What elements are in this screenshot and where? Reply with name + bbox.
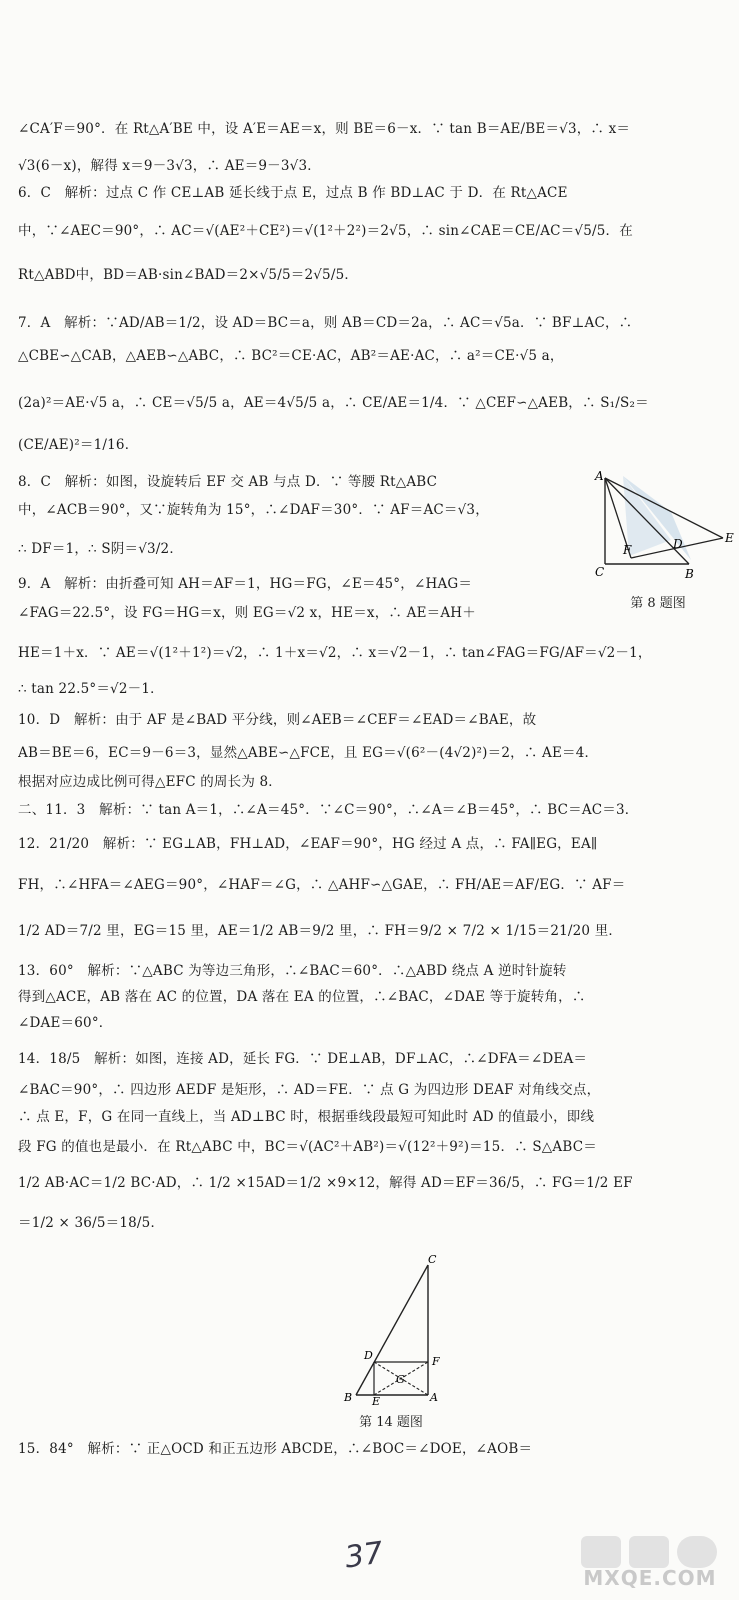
text-line: 1/2 AB·AC＝1/2 BC·AD，∴ 1/2 ×15AD＝1/2 ×9×12，解得 AD＝EF＝36/5，∴ FG＝1/2 EF: [18, 1175, 633, 1191]
text-line: 段 FG 的值也是最小．在 Rt△ABC 中，BC＝√(AC²＋AB²)＝√(12²＋9²)＝15．∴ S△ABC＝: [18, 1139, 597, 1155]
text-line: ∠BAC＝90°，∴ 四边形 AEDF 是矩形，∴ AD＝FE．∵ 点 G 为四边形 DEAF 对角线交点，: [18, 1082, 601, 1098]
text-line: 7．A 解析：∵AD/AB＝1/2，设 AD＝BC＝a，则 AB＝CD＝2a，∴ AC＝√5a．∵ BF⊥AC，∴: [18, 315, 633, 331]
label-a: A: [430, 1391, 438, 1404]
text-line: 14．18/5 解析：如图，连接 AD，延长 FG．∵ DE⊥AB，DF⊥AC，∴∠DFA＝∠DEA＝: [18, 1051, 588, 1067]
text-line: ∠DAE＝60°．: [18, 1015, 113, 1031]
text-line: ∴ tan 22.5°＝√2－1．: [18, 681, 164, 697]
text-line: HE＝1＋x．∵ AE＝√(1²＋1²)＝√2，∴ 1＋x＝√2，∴ x＝√2－1，∴ tan∠FAG＝FG/AF＝√2－1，: [18, 645, 652, 661]
label-f: F: [623, 543, 632, 557]
text-line: 10．D 解析：由于 AF 是∠BAD 平分线，则∠AEB＝∠CEF＝∠EAD＝∠BAE，故: [18, 712, 537, 728]
text-line: 根据对应边成比例可得△EFC 的周长为 8．: [18, 774, 283, 790]
figure-14-diagram: [340, 1255, 450, 1405]
text-line: 中，∠ACB＝90°，又∵旋转角为 15°，∴∠DAF＝30°．∵ AF＝AC＝√3，: [18, 502, 489, 518]
label-e: E: [725, 531, 734, 545]
text-line: ∠FAG＝22.5°，设 FG＝HG＝x，则 EG＝√2 x，HE＝x，∴ AE＝AH＋: [18, 605, 476, 621]
label-c: C: [595, 565, 605, 579]
watermark-text: MXQE.COM: [583, 1566, 717, 1590]
text-line: (2a)²＝AE·√5 a，∴ CE＝√5/5 a，AE＝4√5/5 a，∴ CE/AE＝1/4．∵ △CEF∽△AEB，∴ S₁/S₂＝: [18, 395, 649, 411]
label-b: B: [344, 1391, 353, 1404]
text-line: 中，∵∠AEC＝90°，∴ AC＝√(AE²＋CE²)＝√(1²＋2²)＝2√5，∴ sin∠CAE＝CE/AC＝√5/5．在: [18, 223, 633, 239]
text-line: △CBE∽△CAB，△AEB∽△ABC，∴ BC²＝CE·AC，AB²＝AE·AC，∴ a²＝CE·√5 a，: [18, 348, 564, 364]
text-line: ∠CA′F＝90°．在 Rt△A′BE 中，设 A′E＝AE＝x，则 BE＝6－x．∵ tan B＝AE/BE＝√3，∴ x＝: [18, 121, 631, 137]
text-line: (CE/AE)²＝1/16．: [18, 437, 139, 453]
text-line: 得到△ACE，AB 落在 AC 的位置，DA 落在 EA 的位置，∴∠BAC，∠DAE 等于旋转角，∴: [18, 989, 586, 1005]
figure-14-caption: 第 14 题图: [359, 1415, 423, 1430]
figure-8-diagram: [585, 468, 735, 586]
page-number: 37: [342, 1535, 386, 1576]
figure-8-caption: 第 8 题图: [630, 596, 686, 611]
text-line: AB＝BE＝6，EC＝9－6＝3，显然△ABE∽△FCE，且 EG＝√(6²－(4√2)²)＝2，∴ AE＝4．: [18, 745, 599, 761]
text-line: 1/2 AD＝7/2 里，EG＝15 里，AE＝1/2 AB＝9/2 里，∴ FH＝9/2 × 7/2 × 1/15＝21/20 里．: [18, 923, 623, 939]
text-line: 二、11．3 解析：∵ tan A＝1，∴∠A＝45°．∵∠C＝90°，∴∠A＝∠B＝45°，∴ BC＝AC＝3．: [18, 802, 639, 818]
label-a: A: [595, 469, 604, 483]
text-line: 6．C 解析：过点 C 作 CE⊥AB 延长线于点 E，过点 B 作 BD⊥AC 于 D．在 Rt△ACE: [18, 185, 568, 201]
text-line: 12．21/20 解析：∵ EG⊥AB，FH⊥AD，∠EAF＝90°，HG 经过 A 点，∴ FA∥EG，EA∥: [18, 836, 598, 852]
text-line: ＝1/2 × 36/5＝18/5．: [18, 1215, 165, 1231]
text-line: FH，∴∠HFA＝∠AEG＝90°，∠HAF＝∠G，∴ △AHF∽△GAE，∴ FH/AE＝AF/EG．∵ AF＝: [18, 877, 626, 893]
text-line: ∴ 点 E，F，G 在同一直线上，当 AD⊥BC 时，根据垂线段最短可知此时 AD 的值最小，即线: [18, 1109, 595, 1125]
label-e: E: [372, 1395, 381, 1405]
text-line: ∴ DF＝1，∴ S阴＝√3/2．: [18, 541, 184, 557]
text-line: Rt△ABD中，BD＝AB·sin∠BAD＝2×√5/5＝2√5/5．: [18, 267, 359, 283]
label-c: C: [428, 1255, 437, 1266]
text-line: 9．A 解析：由折叠可知 AH＝AF＝1，HG＝FG，∠E＝45°，∠HAG＝: [18, 576, 473, 592]
label-d: D: [673, 537, 683, 551]
text-line: √3(6－x)，解得 x＝9－3√3，∴ AE＝9－3√3．: [18, 158, 321, 174]
watermark-logo: [573, 1532, 733, 1594]
label-b: B: [685, 567, 694, 581]
text-line: 15．84° 解析：∵ 正△OCD 和正五边形 ABCDE，∴∠BOC＝∠DOE，∠AOB＝: [18, 1441, 533, 1457]
label-f: F: [432, 1355, 440, 1368]
label-d: D: [364, 1349, 373, 1362]
label-g: G: [396, 1373, 405, 1386]
text-line: 13．60° 解析：∵△ABC 为等边三角形，∴∠BAC＝60°．∴△ABD 绕点 A 逆时针旋转: [18, 963, 567, 979]
text-line: 8．C 解析：如图，设旋转后 EF 交 AB 与点 D．∵ 等腰 Rt△ABC: [18, 474, 438, 490]
